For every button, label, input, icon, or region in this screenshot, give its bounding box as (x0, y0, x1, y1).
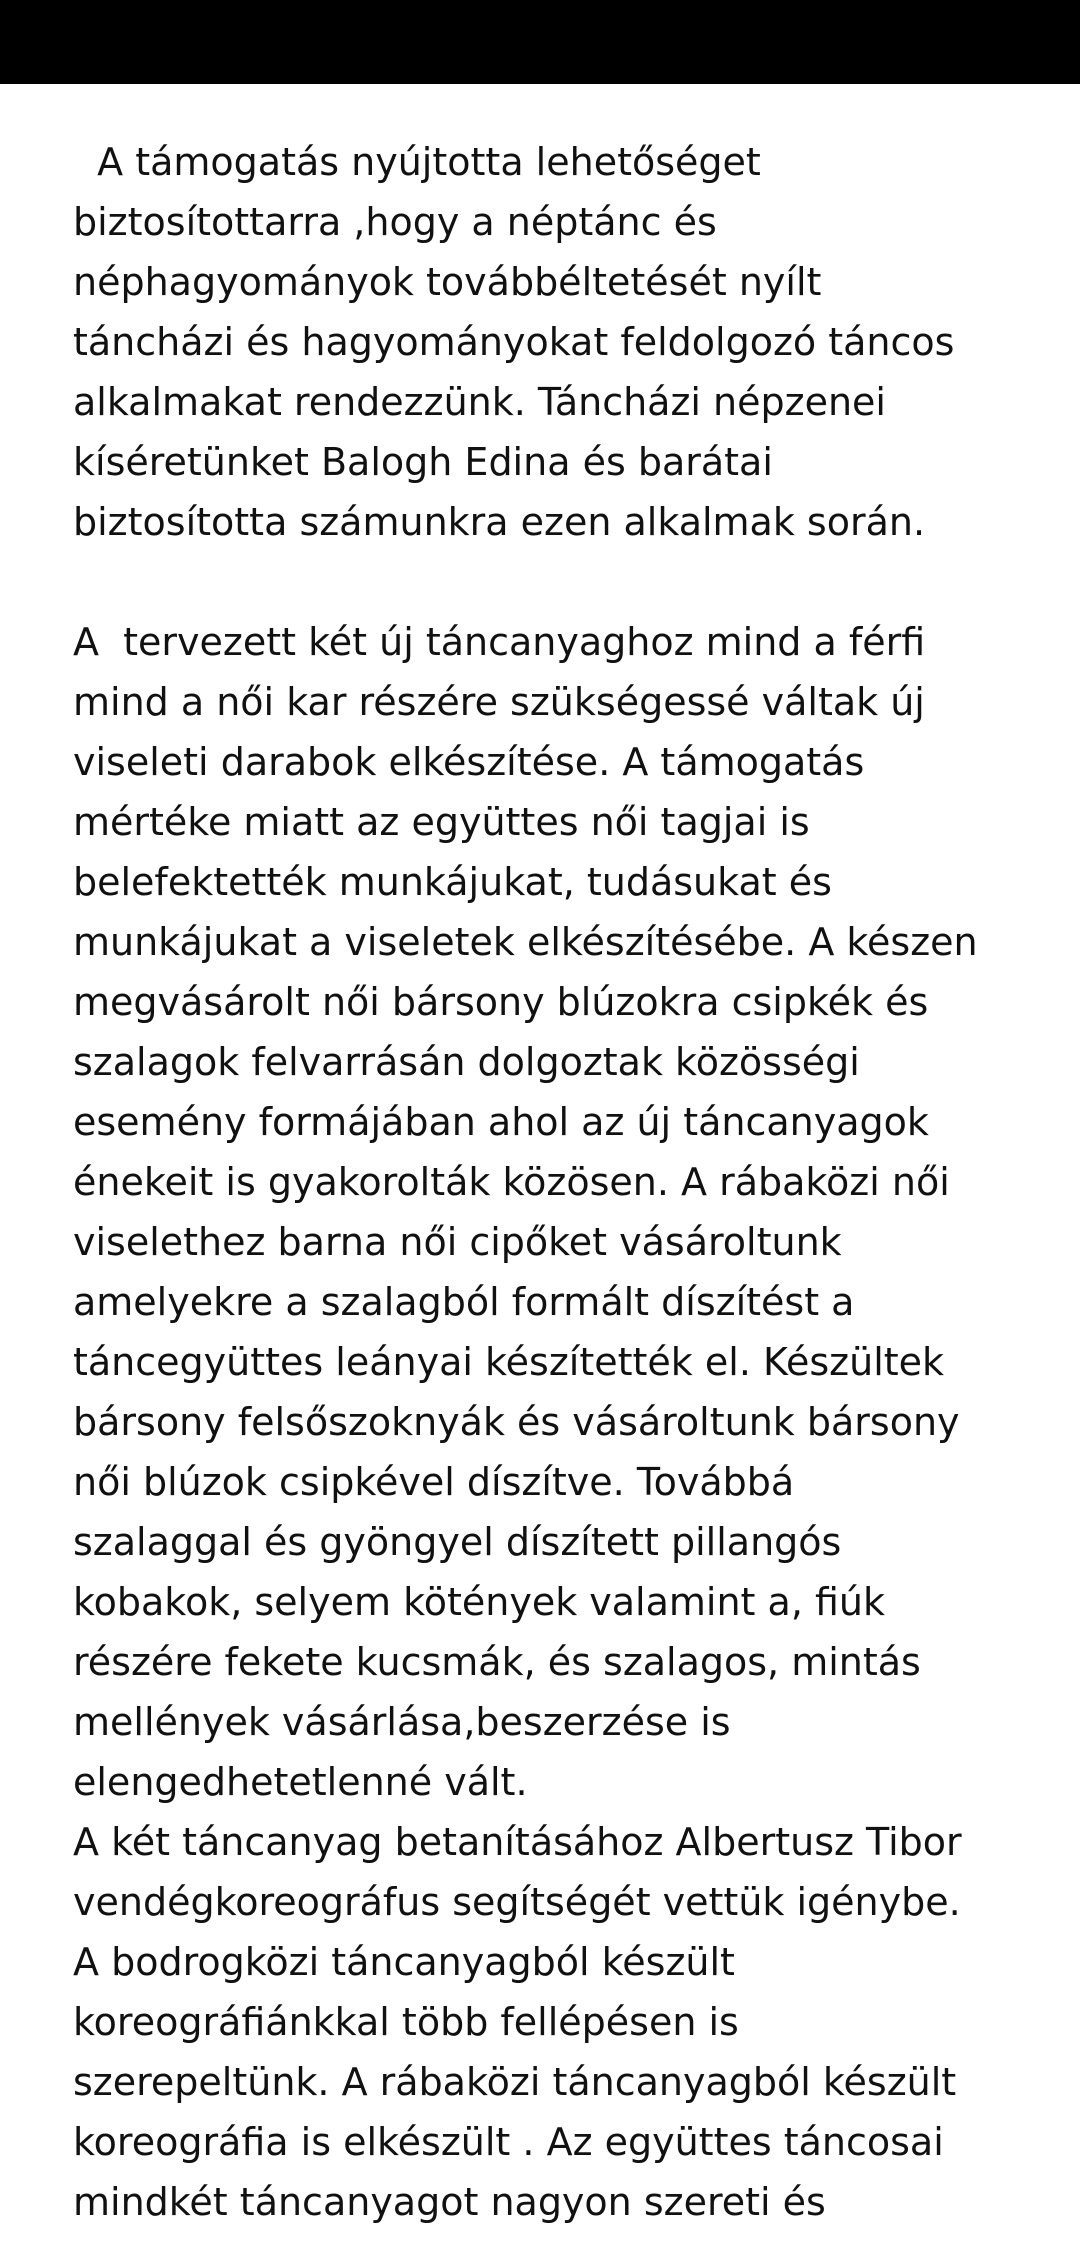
paragraph-1 (73, 132, 1073, 552)
text-line: női blúzok csipkével díszítve. Továbbá (73, 1460, 795, 1504)
text-line: mértéke miatt az együttes női tagjai is (73, 800, 810, 844)
text-line: kobakok, selyem kötények valamint a, fiúk (73, 1580, 886, 1624)
text-line: mind a női kar részére szükségessé váltak új (73, 680, 925, 724)
text-line: megvásárolt női bársony blúzokra csipkék és (73, 980, 929, 1024)
text-line: A tervezett két új táncanyaghoz mind a férfi (73, 620, 926, 664)
text-line: elengedhetetlenné vált. (73, 1760, 528, 1804)
text-line: néphagyományok továbbéltetését nyílt (73, 260, 822, 304)
text-line: viselethez barna női cipőket vásároltunk (73, 1220, 842, 1264)
document-body (73, 132, 1073, 2232)
text-line: szalaggal és gyöngyel díszített pillangós (73, 1520, 842, 1564)
text-line: kíséretünket Balogh Edina és barátai (73, 440, 773, 484)
text-line: belefektették munkájukat, tudásukat és (73, 860, 832, 904)
text-line: vendégkoreográfus segítségét vettük igénybe. (73, 1880, 961, 1924)
text-line: A támogatás nyújtotta lehetőséget (73, 140, 761, 184)
paragraph-2 (73, 612, 1073, 1812)
text-line: bársony felsőszoknyák és vásároltunk bársony (73, 1400, 960, 1444)
text-line: A bodrogközi táncanyagból készült (73, 1940, 735, 1984)
paragraph-spacer (73, 552, 1073, 612)
text-line: viseleti darabok elkészítése. A támogatás (73, 740, 865, 784)
text-line: mellények vásárlása,beszerzése is (73, 1700, 731, 1744)
text-line: szerepeltünk. A rábaközi táncanyagból készült (73, 2060, 957, 2104)
paragraph-3 (73, 1812, 1073, 2232)
text-line: munkájukat a viseletek elkészítésébe. A készen (73, 920, 978, 964)
text-line: koreográfia is elkészült . Az együttes táncosai (73, 2120, 944, 2164)
text-line: esemény formájában ahol az új táncanyagok (73, 1100, 929, 1144)
text-line: biztosítottarra ,hogy a néptánc és (73, 200, 717, 244)
text-line: szalagok felvarrásán dolgoztak közösségi (73, 1040, 860, 1084)
text-line: biztosította számunkra ezen alkalmak során. (73, 500, 926, 544)
text-line: amelyekre a szalagból formált díszítést a (73, 1280, 855, 1324)
text-line: A két táncanyag betanításához Albertusz Tibor (73, 1820, 962, 1864)
status-bar (0, 0, 1080, 84)
text-line: táncházi és hagyományokat feldolgozó táncos (73, 320, 955, 364)
text-line: koreográfiánkkal több fellépésen is (73, 2000, 739, 2044)
text-line: részére fekete kucsmák, és szalagos, mintás (73, 1640, 921, 1684)
text-line: énekeit is gyakorolták közösen. A rábaközi női (73, 1160, 950, 1204)
text-line: táncegyüttes leányai készítették el. Készültek (73, 1340, 945, 1384)
text-line: mindkét táncanyagot nagyon szereti és (73, 2180, 826, 2224)
text-line: alkalmakat rendezzünk. Táncházi népzenei (73, 380, 886, 424)
